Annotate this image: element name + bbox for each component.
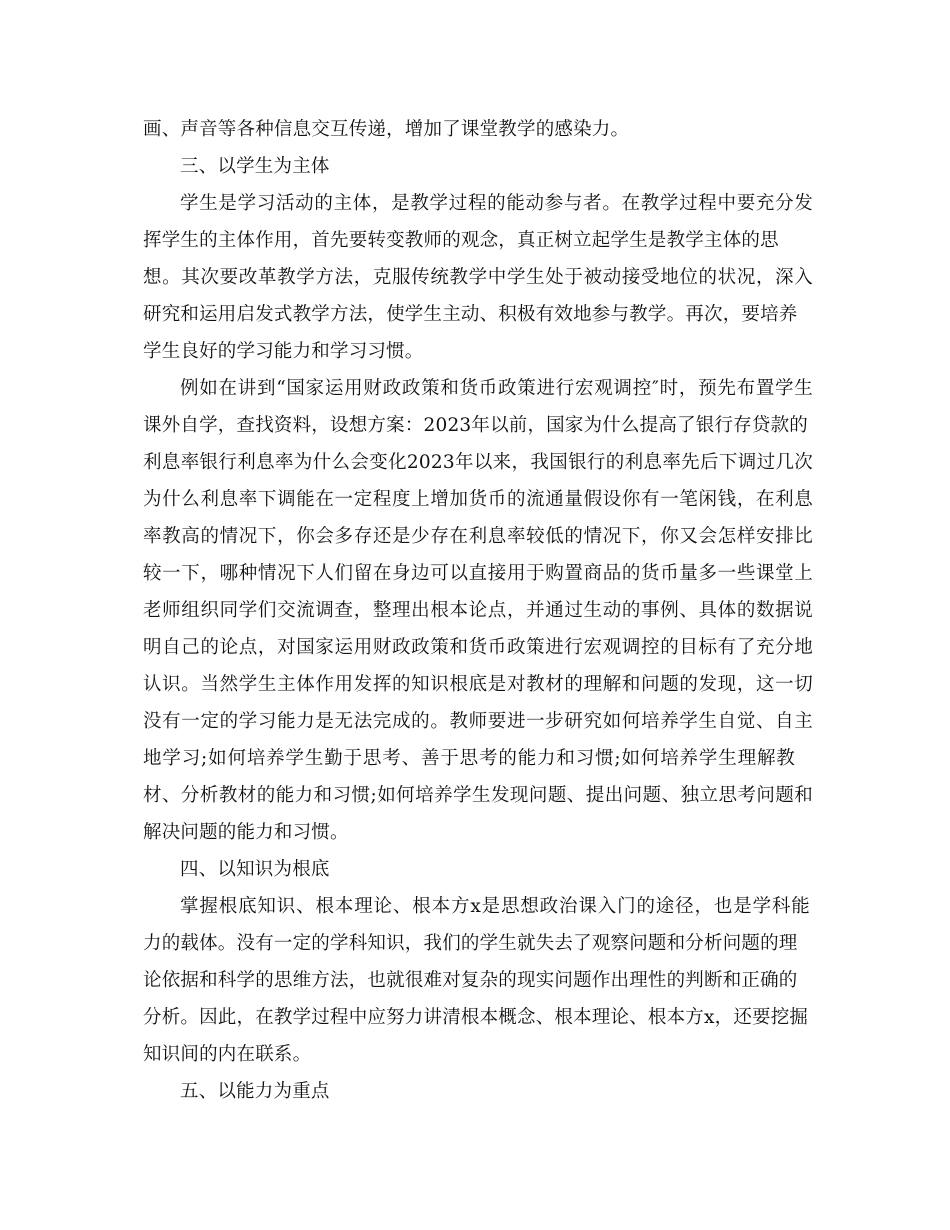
paragraph-line: 分析。因此，在教学过程中应努力讲清根本概念、根本理论、根本方x，还要挖掘 bbox=[143, 1007, 809, 1028]
paragraph-line: 材、分析教材的能力和习惯;如何培养学生发现问题、提出问题、独立思考问题和 bbox=[143, 785, 813, 806]
paragraph-line: 挥学生的主体作用，首先要转变教师的观念，真正树立起学生是教学主体的思 bbox=[143, 230, 779, 251]
paragraph-line: 较一下，哪种情况下人们留在身边可以直接用于购置商品的货币量多一些课堂上 bbox=[143, 563, 813, 584]
paragraph-line: 认识。当然学生主体作用发挥的知识根底是对教材的理解和问题的发现，这一切 bbox=[143, 674, 813, 695]
paragraph-line: 没有一定的学习能力是无法完成的。教师要进一步研究如何培养学生自觉、自主 bbox=[143, 711, 813, 732]
paragraph-line: 老师组织同学们交流调查，整理出根本论点，并通过生动的事例、具体的数据说 bbox=[143, 600, 813, 621]
paragraph-line: 力的载体。没有一定的学科知识，我们的学生就失去了观察问题和分析问题的理 bbox=[143, 933, 798, 954]
paragraph-line: 利息率银行利息率为什么会变化2023年以来，我国银行的利息率先后下调过几次 bbox=[143, 452, 813, 473]
paragraph-line: 例如在讲到“国家运用财政政策和货币政策进行宏观调控″时，预先布置学生 bbox=[180, 378, 813, 399]
paragraph-line: 掌握根底知识、根本理论、根本方x是思想政治课入门的途径，也是学科能 bbox=[180, 896, 810, 917]
paragraph-line: 地学习;如何培养学生勤于思考、善于思考的能力和习惯;如何培养学生理解教 bbox=[143, 748, 795, 769]
text-line-continuation: 画、声音等各种信息交互传递，增加了课堂教学的感染力。 bbox=[143, 119, 630, 140]
paragraph-line: 解决问题的能力和习惯。 bbox=[143, 822, 349, 843]
paragraph-line: 学生良好的学习能力和学习习惯。 bbox=[143, 341, 424, 362]
paragraph-line: 研究和运用启发式教学方法，使学生主动、积极有效地参与教学。再次，要培养 bbox=[143, 304, 798, 325]
paragraph-line: 论依据和科学的思维方法，也就很难对复杂的现实问题作出理性的判断和正确的 bbox=[143, 970, 798, 991]
paragraph-line: 率教高的情况下，你会多存还是少存在利息率较低的情况下，你又会怎样安排比 bbox=[143, 526, 813, 547]
section-heading-five: 五、以能力为重点 bbox=[180, 1081, 330, 1102]
paragraph-line: 知识间的内在联系。 bbox=[143, 1044, 312, 1065]
paragraph-line: 学生是学习活动的主体，是教学过程的能动参与者。在教学过程中要充分发 bbox=[180, 193, 813, 214]
paragraph-line: 想。其次要改革教学方法，克服传统教学中学生处于被动接受地位的状况，深入 bbox=[143, 267, 813, 288]
section-heading-three: 三、以学生为主体 bbox=[180, 156, 330, 177]
paragraph-line: 课外自学，查找资料，设想方案：2023年以前，国家为什么提高了银行存贷款的 bbox=[143, 415, 808, 436]
paragraph-line: 明自己的论点，对国家运用财政政策和货币政策进行宏观调控的目标有了充分地 bbox=[143, 637, 813, 658]
section-heading-four: 四、以知识为根底 bbox=[180, 859, 330, 880]
paragraph-line: 为什么利息率下调能在一定程度上增加货币的流通量假设你有一笔闲钱，在利息 bbox=[143, 489, 813, 510]
